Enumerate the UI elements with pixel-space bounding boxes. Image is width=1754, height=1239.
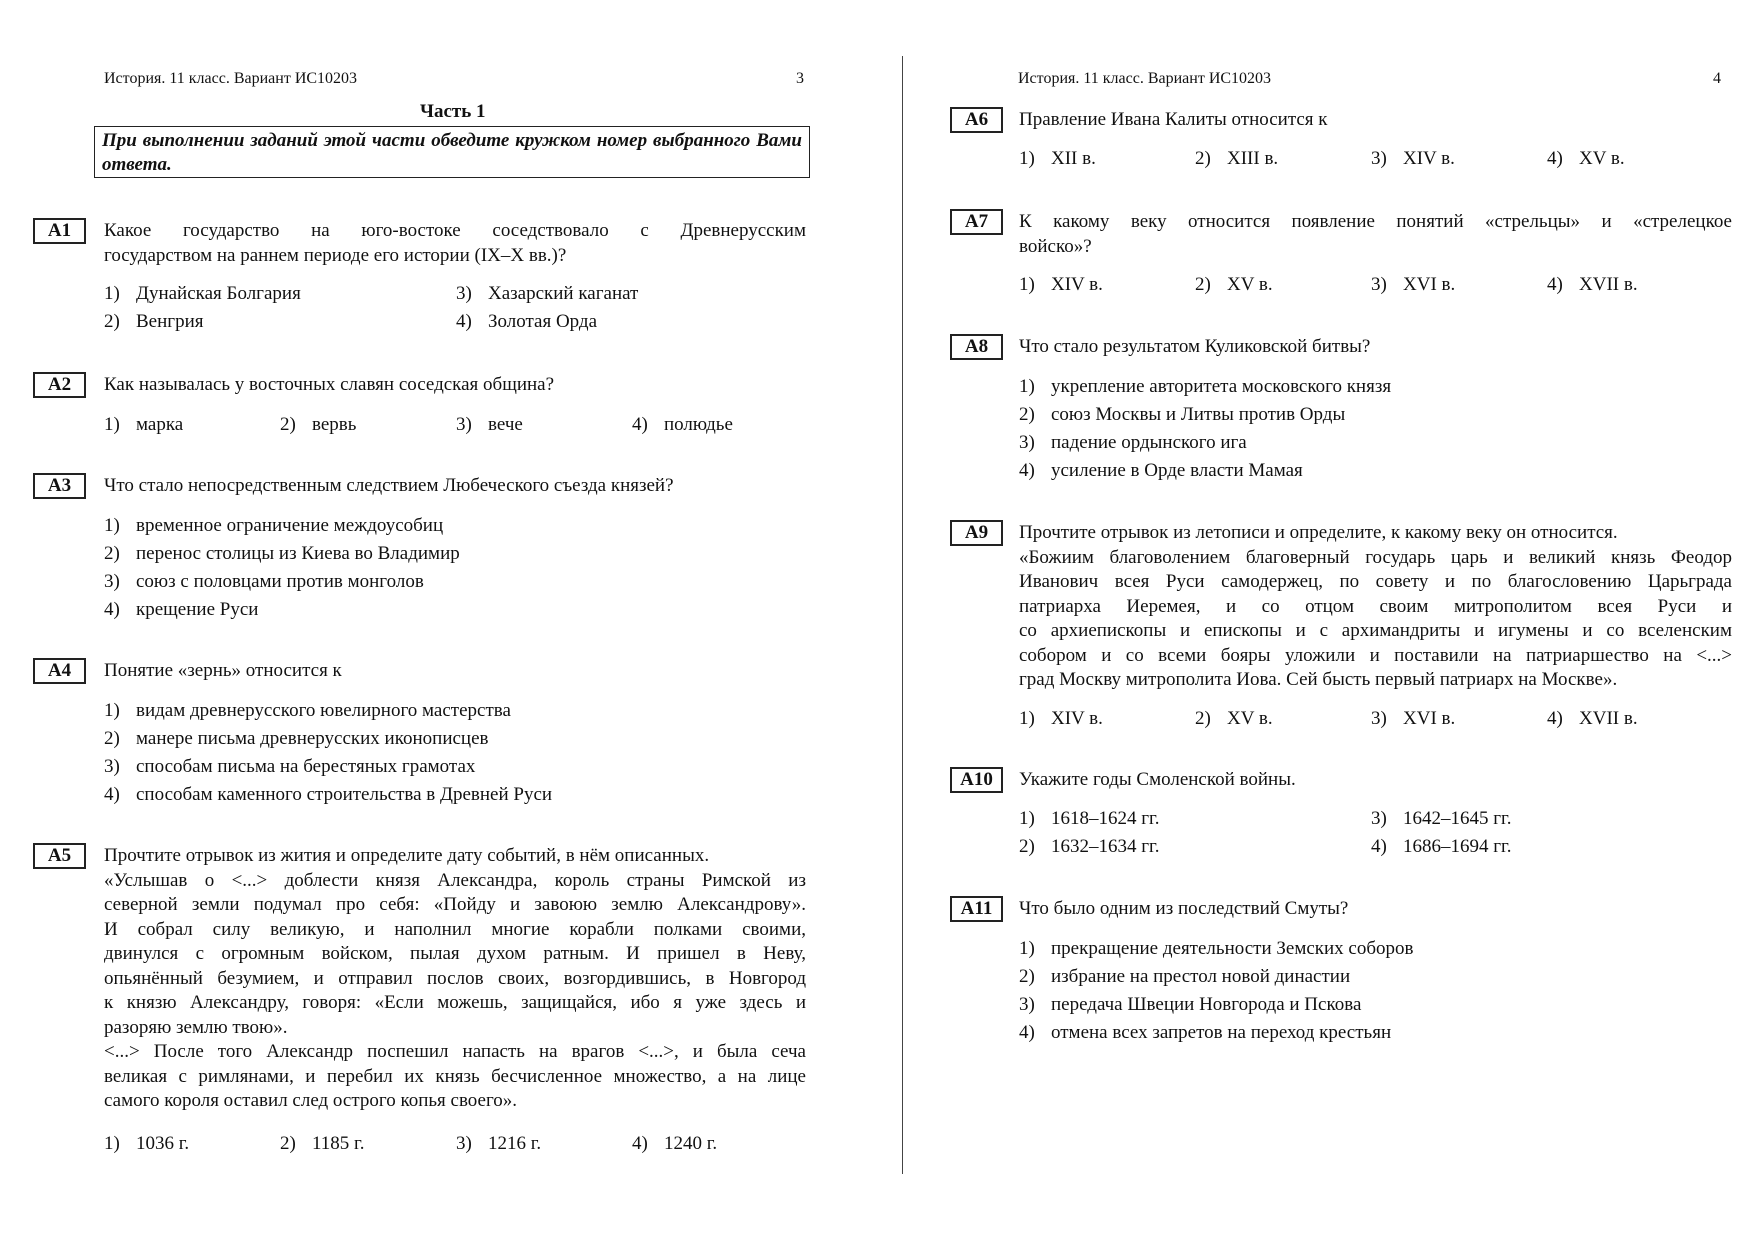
question-text: [104, 219, 806, 268]
option-text: 1216 г.: [488, 1133, 542, 1154]
option-text: манере письма древнерусских иконописцев: [136, 728, 489, 749]
option-number: 3): [1371, 274, 1387, 295]
option-text: вервь: [312, 414, 357, 435]
answer-option[interactable]: [104, 699, 511, 723]
option-text: видам древнерусского ювелирного мастерства: [136, 700, 511, 721]
question-line: Какое государство на юго-востоке соседствовало с Древнерусским: [104, 220, 806, 241]
option-text: XIII в.: [1227, 148, 1279, 169]
question-text: [104, 659, 806, 684]
answer-option[interactable]: [104, 413, 183, 437]
option-number: 3): [104, 756, 120, 777]
question-line: со архиепископы и епископы и с архимандриты и игумены и со вселенским: [1019, 620, 1732, 641]
option-text: XIV в.: [1403, 148, 1455, 169]
option-text: марка: [136, 414, 184, 435]
option-number: 1): [1019, 708, 1035, 729]
option-number: 4): [104, 784, 120, 805]
option-number: 1): [1019, 808, 1035, 829]
option-number: 3): [456, 283, 472, 304]
option-number: 4): [632, 414, 648, 435]
question-line: Укажите годы Смоленской войны.: [1019, 769, 1296, 790]
option-number: 2): [1195, 274, 1211, 295]
question-text: [1019, 521, 1732, 693]
option-number: 2): [1019, 836, 1035, 857]
question-line: патриарха Иеремея, и со отцом своим митрополитом всея Руси и: [1019, 595, 1732, 617]
question-line: И собрал силу великую, и наполнил многие корабли полками своими,: [104, 918, 806, 940]
option-number: 3): [1371, 148, 1387, 169]
page-divider: [902, 56, 903, 1174]
question-line: государством на раннем периоде его истории (IX–X вв.)?: [104, 244, 567, 266]
option-text: усиление в Орде власти Мамая: [1051, 460, 1303, 481]
question-line: град Москву митрополита Иова. Сей бысть первый патриарх на Москве».: [1019, 669, 1618, 690]
option-number: 3): [1371, 808, 1387, 829]
answer-option[interactable]: [1195, 147, 1278, 171]
question-text: [1019, 335, 1732, 360]
answer-option[interactable]: [632, 413, 733, 437]
answer-option[interactable]: [1019, 835, 1159, 859]
question-line: двинулся с огромным войском, пылая духом ратным. И пришел в Неву,: [104, 943, 806, 964]
option-number: 1): [1019, 376, 1035, 397]
question-line: Что было одним из последствий Смуты?: [1019, 898, 1349, 919]
answer-option[interactable]: [1019, 965, 1350, 989]
question-tag: A11: [950, 896, 1003, 922]
option-text: 1686–1694 гг.: [1403, 836, 1512, 857]
option-text: Дунайская Болгария: [136, 283, 301, 304]
answer-option[interactable]: [1019, 431, 1247, 455]
answer-option[interactable]: [632, 1132, 717, 1156]
option-number: 1): [1019, 274, 1035, 295]
question-line: Правление Ивана Калиты относится к: [1019, 109, 1328, 130]
answer-option[interactable]: [280, 1132, 364, 1156]
option-number: 2): [1195, 148, 1211, 169]
option-text: Золотая Орда: [488, 311, 598, 332]
option-number: 1): [104, 414, 120, 435]
answer-option[interactable]: [1019, 937, 1414, 961]
page-right: [910, 0, 1754, 1239]
answer-option[interactable]: [1019, 807, 1159, 831]
question-line: опьянённый безумием, и отправил послов своих, возгордившись, в Новгород: [104, 967, 806, 989]
option-number: 1): [104, 515, 120, 536]
option-text: укрепление авторитета московского князя: [1051, 376, 1392, 397]
option-number: 2): [1019, 966, 1035, 987]
option-text: отмена всех запретов на переход крестьян: [1051, 1022, 1392, 1043]
answer-option[interactable]: [1371, 807, 1511, 831]
option-text: XIV в.: [1051, 274, 1103, 295]
instructions-box: При выполнении заданий этой части обведите кружком номер выбранного Вами ответа.: [94, 126, 810, 178]
question-tag: A8: [950, 334, 1003, 360]
answer-option[interactable]: [1371, 707, 1455, 731]
option-number: 1): [104, 283, 120, 304]
page-header: История. 11 класс. Вариант ИС10203: [1018, 70, 1272, 87]
question-tag: A2: [33, 372, 86, 398]
question-tag: A6: [950, 107, 1003, 133]
page-left: [0, 0, 830, 1239]
option-text: 1632–1634 гг.: [1051, 836, 1160, 857]
option-text: XV в.: [1579, 148, 1625, 169]
question-text: [1019, 210, 1732, 259]
question-line: Прочтите отрывок из летописи и определите, к какому веку он относится.: [1019, 522, 1618, 543]
answer-option[interactable]: [104, 727, 489, 751]
option-number: 2): [280, 414, 296, 435]
option-number: 4): [1019, 1022, 1035, 1043]
question-line: северной земли подумал про себя: «Пойду и завоюю землю Александрову».: [104, 894, 806, 915]
answer-option[interactable]: [104, 1132, 189, 1156]
answer-option[interactable]: [1019, 1021, 1391, 1045]
option-number: 3): [456, 1133, 472, 1154]
question-text: [104, 373, 806, 398]
option-number: 4): [1547, 148, 1563, 169]
part-title: Часть 1: [420, 101, 486, 122]
option-text: вече: [488, 414, 523, 435]
option-text: падение ордынского ига: [1051, 432, 1247, 453]
option-text: крещение Руси: [136, 599, 259, 620]
option-text: XV в.: [1227, 708, 1273, 729]
question-line: собором и со всеми бояры уложили и поставили на патриаршество на <...>: [1019, 644, 1732, 666]
option-number: 2): [1019, 404, 1035, 425]
answer-option[interactable]: [1371, 147, 1455, 171]
option-number: 2): [104, 311, 120, 332]
question-tag: A4: [33, 658, 86, 684]
option-text: XII в.: [1051, 148, 1096, 169]
answer-option[interactable]: [1547, 707, 1638, 731]
option-text: 1185 г.: [312, 1133, 365, 1154]
question-line: великая с римлянами, и перебил их князь бесчисленное множество, а на лице: [104, 1065, 806, 1087]
page-number: 4: [1713, 70, 1721, 87]
answer-option[interactable]: [104, 310, 203, 334]
question-line: Понятие «зернь» относится к: [104, 660, 342, 681]
option-number: 4): [1547, 274, 1563, 295]
option-number: 1): [104, 1133, 120, 1154]
option-number: 3): [104, 571, 120, 592]
option-text: Хазарский каганат: [488, 283, 639, 304]
option-text: избрание на престол новой династии: [1051, 966, 1351, 987]
option-number: 4): [104, 599, 120, 620]
answer-option[interactable]: [1371, 835, 1511, 859]
option-number: 4): [456, 311, 472, 332]
option-number: 2): [1195, 708, 1211, 729]
option-number: 4): [1547, 708, 1563, 729]
option-text: XVI в.: [1403, 708, 1456, 729]
answer-option[interactable]: [1019, 147, 1096, 171]
option-number: 1): [104, 700, 120, 721]
option-text: полюдье: [664, 414, 733, 435]
option-text: 1036 г.: [136, 1133, 190, 1154]
option-number: 2): [104, 728, 120, 749]
question-tag: A3: [33, 473, 86, 499]
answer-option[interactable]: [104, 542, 460, 566]
answer-option[interactable]: [104, 570, 424, 594]
question-line: Что стало непосредственным следствием Любеческого съезда князей?: [104, 475, 674, 496]
answer-option[interactable]: [1019, 707, 1103, 731]
answer-option[interactable]: [1547, 273, 1638, 297]
answer-option[interactable]: [104, 783, 552, 807]
question-tag: A1: [33, 218, 86, 244]
option-number: 2): [104, 543, 120, 564]
option-text: XVII в.: [1579, 274, 1638, 295]
answer-option[interactable]: [1019, 993, 1361, 1017]
option-number: 3): [456, 414, 472, 435]
answer-option[interactable]: [456, 1132, 541, 1156]
option-number: 1): [1019, 938, 1035, 959]
answer-option[interactable]: [1371, 273, 1455, 297]
question-line: самого короля оставил след острого копья своего».: [104, 1090, 518, 1111]
option-text: способам письма на берестяных грамотах: [136, 756, 476, 777]
page-header: История. 11 класс. Вариант ИС10203: [104, 70, 358, 87]
answer-option[interactable]: [280, 413, 356, 437]
question-line: Как называлась у восточных славян соседская община?: [104, 374, 555, 395]
answer-option[interactable]: [104, 282, 301, 306]
question-tag: A7: [950, 209, 1003, 235]
question-line: Иванович всея Руси самодержец, по совету и по благословению Царьграда: [1019, 571, 1732, 592]
answer-option[interactable]: [104, 598, 258, 622]
question-text: [1019, 897, 1732, 922]
question-text: [104, 474, 806, 499]
question-line: разоряю землю твою».: [104, 1016, 288, 1038]
option-text: союз с половцами против монголов: [136, 571, 424, 592]
answer-option[interactable]: [1547, 147, 1625, 171]
answer-option[interactable]: [456, 310, 597, 334]
question-line: К какому веку относится появление понятий «стрельцы» и «стрелецкое: [1019, 211, 1732, 232]
option-text: прекращение деятельности Земских соборов: [1051, 938, 1414, 959]
answer-option[interactable]: [456, 282, 638, 306]
option-text: XVI в.: [1403, 274, 1456, 295]
option-text: 1642–1645 гг.: [1403, 808, 1512, 829]
option-text: 1240 г.: [664, 1133, 718, 1154]
option-text: XIV в.: [1051, 708, 1103, 729]
option-number: 2): [280, 1133, 296, 1154]
option-text: передача Швеции Новгорода и Пскова: [1051, 994, 1362, 1015]
answer-option[interactable]: [1019, 459, 1303, 483]
question-line: «Божиим благоволением благоверный государь царь и великий князь Феодор: [1019, 546, 1732, 568]
option-number: 4): [1371, 836, 1387, 857]
question-line: <...> После того Александр поспешил напасть на врагов <...>, и была сеча: [104, 1041, 806, 1062]
option-text: союз Москвы и Литвы против Орды: [1051, 404, 1346, 425]
answer-option[interactable]: [1019, 273, 1103, 297]
answer-option[interactable]: [1019, 375, 1391, 399]
option-number: 4): [1019, 460, 1035, 481]
question-line: Что стало результатом Куликовской битвы?: [1019, 336, 1371, 357]
option-text: XVII в.: [1579, 708, 1638, 729]
option-number: 3): [1019, 994, 1035, 1015]
answer-option[interactable]: [104, 755, 475, 779]
option-text: способам каменного строительства в Древней Руси: [136, 784, 553, 805]
question-line: Прочтите отрывок из жития и определите дату событий, в нём описанных.: [104, 845, 710, 866]
option-text: 1618–1624 гг.: [1051, 808, 1160, 829]
option-number: 1): [1019, 148, 1035, 169]
answer-option[interactable]: [104, 514, 443, 538]
answer-option[interactable]: [456, 413, 523, 437]
option-number: 3): [1019, 432, 1035, 453]
option-text: Венгрия: [136, 311, 204, 332]
question-tag: A5: [33, 843, 86, 869]
question-line: войско»?: [1019, 235, 1092, 257]
option-text: XV в.: [1227, 274, 1273, 295]
option-number: 4): [632, 1133, 648, 1154]
question-line: «Услышав о <...> доблести князя Александра, король страны Римской из: [104, 869, 806, 891]
question-tag: A10: [950, 767, 1003, 793]
question-tag: A9: [950, 520, 1003, 546]
question-line: к князю Александру, говоря: «Если можешь, защищайся, ибо я уже здесь и: [104, 992, 806, 1013]
question-text: [1019, 768, 1732, 793]
page-number: 3: [796, 70, 804, 87]
option-number: 3): [1371, 708, 1387, 729]
question-text: [104, 844, 806, 1114]
question-text: [1019, 108, 1732, 133]
option-text: перенос столицы из Киева во Владимир: [136, 543, 460, 564]
answer-option[interactable]: [1195, 707, 1273, 731]
answer-option[interactable]: [1195, 273, 1273, 297]
answer-option[interactable]: [1019, 403, 1345, 427]
option-text: временное ограничение междоусобиц: [136, 515, 444, 536]
